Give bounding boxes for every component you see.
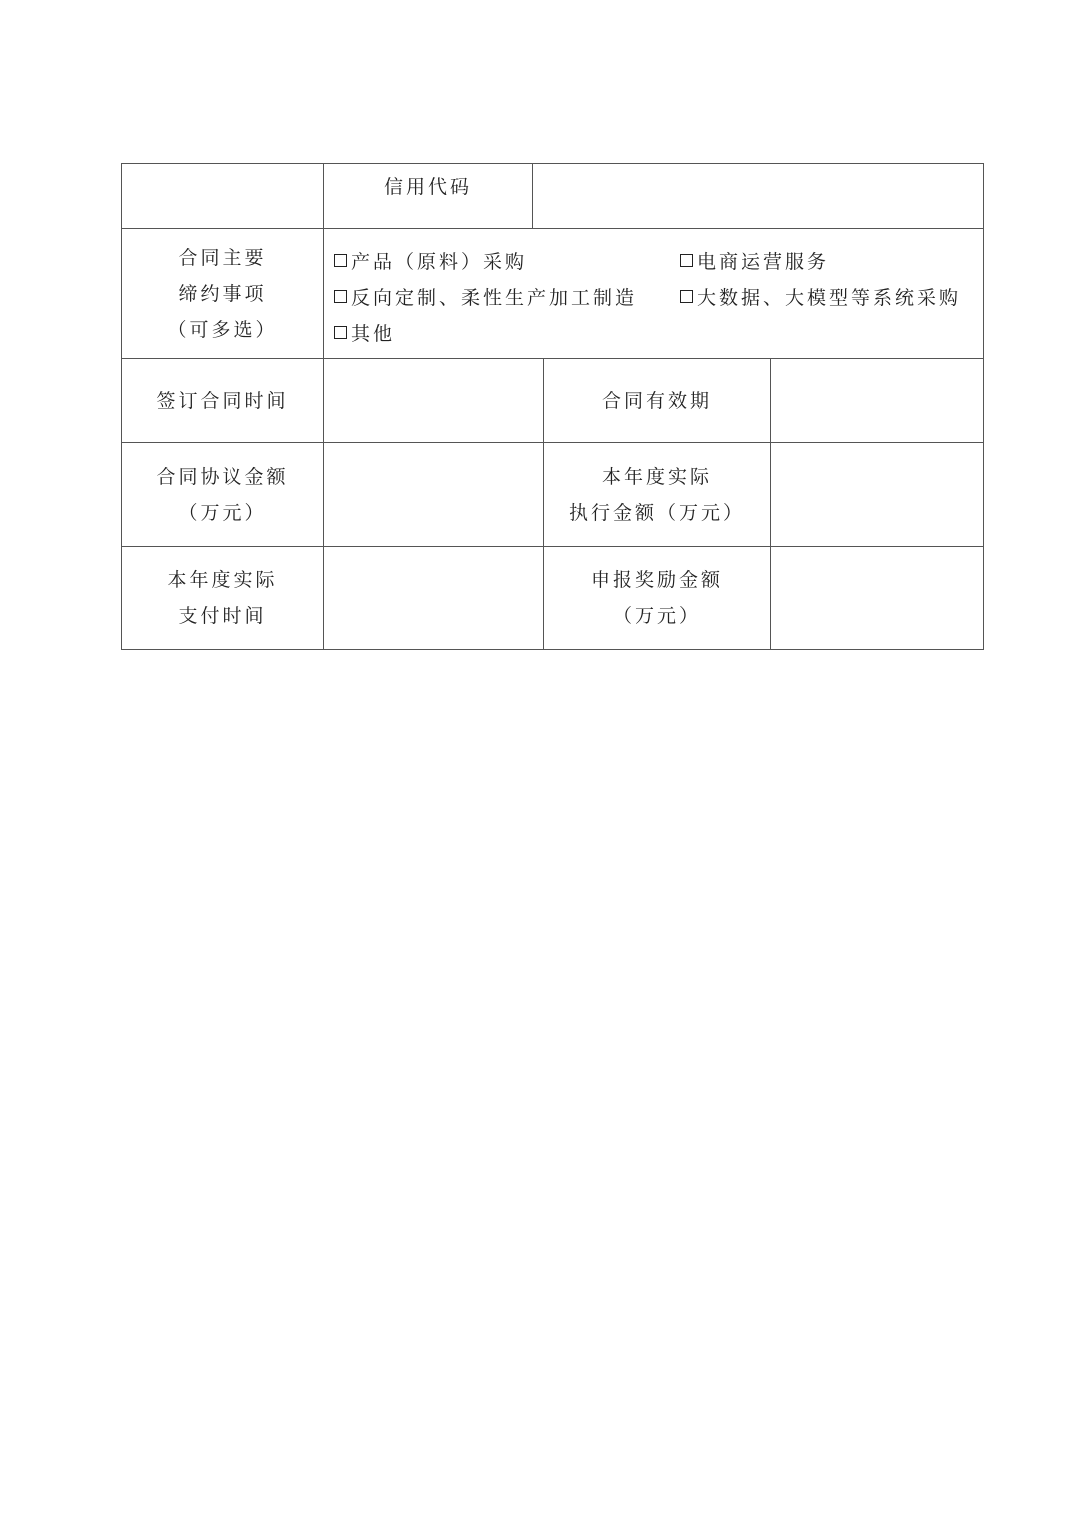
option-other[interactable]	[334, 320, 395, 344]
contract-amount-value[interactable]	[324, 443, 543, 546]
actual-exec-label	[544, 443, 770, 546]
actual-pay-line: 本年度实际	[167, 569, 278, 591]
actual-exec-line: 本年度实际	[601, 465, 712, 488]
validity-text: 合同有效期	[601, 389, 712, 412]
option-label: 大数据、大模型等系统采购	[697, 286, 962, 309]
option-custom-manufacturing[interactable]	[334, 284, 637, 308]
option-product-purchase[interactable]	[334, 248, 527, 272]
validity-label	[544, 359, 770, 442]
reward-amount-label	[544, 547, 770, 649]
checkbox[interactable]	[334, 290, 347, 303]
option-ecommerce-service[interactable]	[680, 248, 829, 272]
reward-amount-line: （万元）	[612, 605, 701, 627]
sign-date-label	[122, 359, 323, 442]
option-label: 电商运营服务	[697, 250, 830, 273]
contract-amount-line: （万元）	[178, 501, 267, 524]
contract-amount-line: 合同协议金额	[156, 465, 289, 488]
reward-amount-line: 申报奖励金额	[590, 569, 723, 591]
contract-items-label-line: 缔约事项	[178, 282, 267, 305]
table-border-right	[983, 163, 984, 650]
checkbox[interactable]	[334, 254, 347, 267]
credit-code-value[interactable]	[533, 164, 983, 228]
validity-value[interactable]	[771, 359, 983, 442]
reward-amount-value[interactable]	[771, 547, 983, 649]
actual-exec-line: 执行金额（万元）	[568, 501, 745, 524]
checkbox[interactable]	[680, 254, 693, 267]
table-border-bottom	[121, 649, 984, 650]
option-label: 其他	[351, 322, 396, 345]
checkbox[interactable]	[680, 290, 693, 303]
credit-code-text: 信用代码	[383, 175, 472, 198]
contract-items-label	[122, 229, 323, 358]
row1-label-cell	[122, 164, 323, 228]
actual-exec-value[interactable]	[771, 443, 983, 546]
option-label: 反向定制、柔性生产加工制造	[351, 286, 638, 309]
option-label: 产品（原料）采购	[351, 250, 528, 273]
checkbox[interactable]	[334, 326, 347, 339]
contract-amount-label	[122, 443, 323, 546]
contract-items-label-line: 合同主要	[178, 246, 267, 269]
credit-code-label	[324, 164, 532, 209]
contract-items-label-line: （可多选）	[167, 318, 278, 341]
actual-pay-line: 支付时间	[178, 605, 267, 627]
sign-date-value[interactable]	[324, 359, 543, 442]
actual-pay-value[interactable]	[324, 547, 543, 649]
actual-pay-label	[122, 547, 323, 649]
sign-date-text: 签订合同时间	[156, 389, 289, 412]
option-bigdata-system[interactable]	[680, 284, 961, 308]
